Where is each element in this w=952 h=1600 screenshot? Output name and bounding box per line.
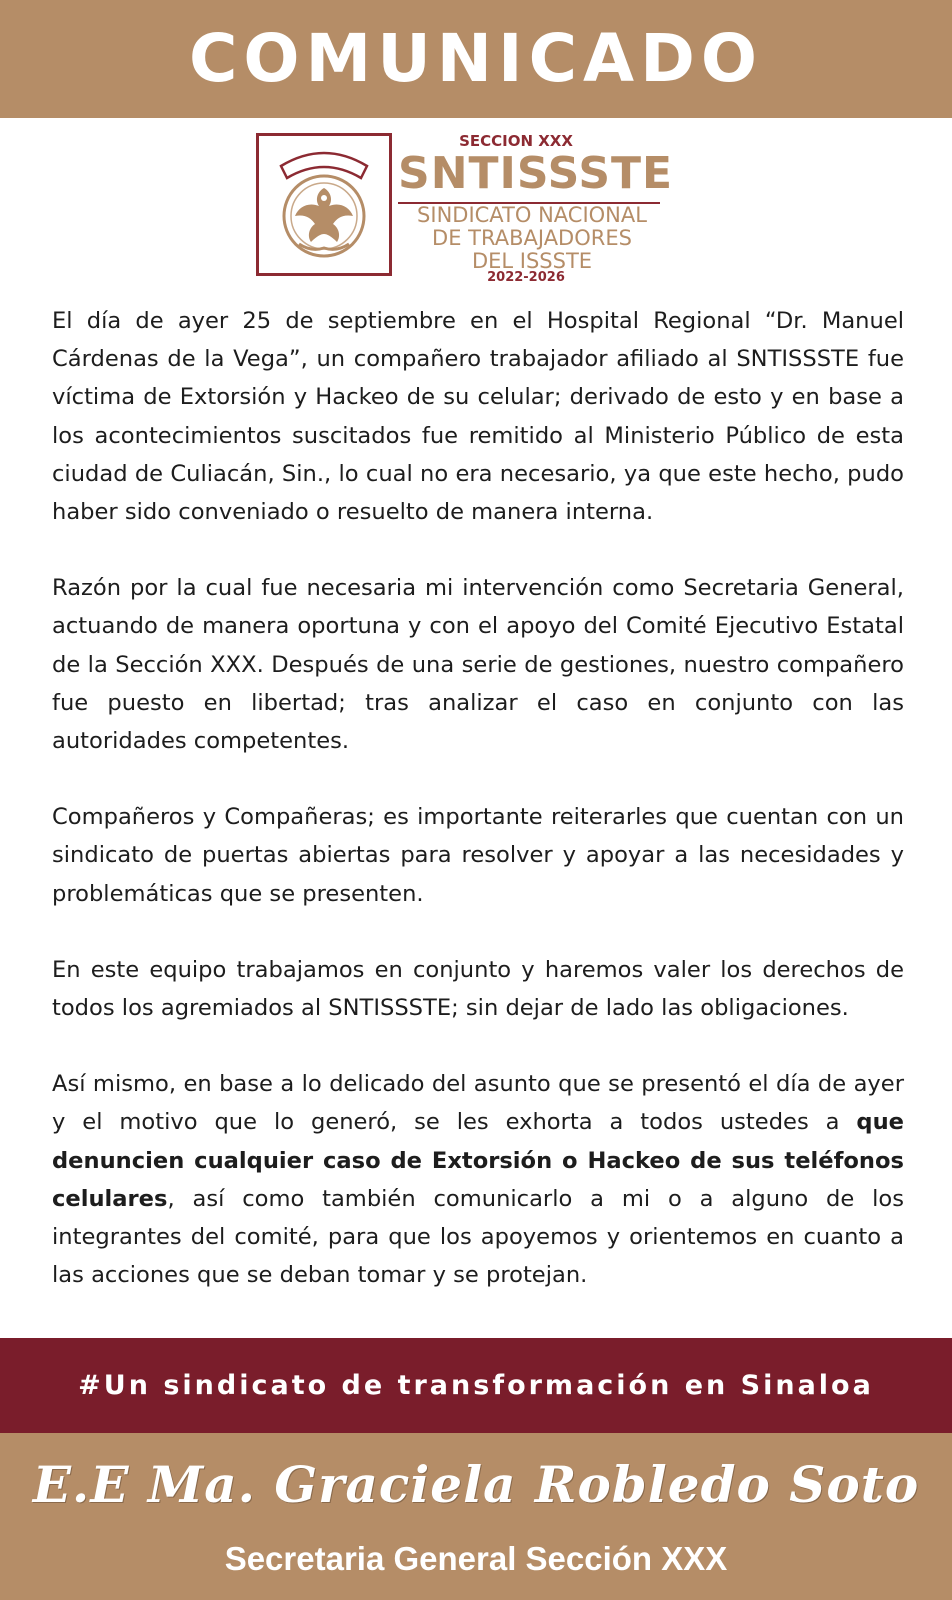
paragraph-text: , así como también comunicarlo a mi o a alguno de los integrantes del comité, para que los apoyemos y orientemos en cuanto a las acciones que se deban tomar y se protejan. <box>52 1185 904 1289</box>
page-title: COMUNICADO <box>188 20 763 97</box>
logo-years: 2022-2026 <box>487 270 565 285</box>
union-emblem <box>256 133 392 276</box>
paragraph-text: Así mismo, en base a lo delicado del asunto que se presentó el día de ayer y el motivo que lo generó, se les exhorta a todos ustedes a <box>52 1071 904 1136</box>
logo-fullname-line: DE TRABAJADORES <box>432 226 632 250</box>
logo-fullname-line: DEL ISSSTE <box>471 249 593 273</box>
hashtag-banner <box>0 1338 952 1433</box>
union-logo <box>256 131 676 291</box>
paragraph: Compañeros y Compañeras; es importante reiterarles que cuentan con un sindicato de puertas abiertas para resolver y apoyar a las necesidades y problemáticas que se presenten. <box>52 804 904 907</box>
paragraph-emphasis: que denuncien cualquier caso de Extorsión o Hackeo de sus teléfonos celulares <box>52 1109 904 1212</box>
logo-acronym: SNTISSSTE <box>398 148 674 199</box>
signature: E.E Ma. Graciela Robledo Soto <box>32 1455 920 1514</box>
header-banner <box>0 0 952 118</box>
paragraph <box>52 1065 904 1294</box>
logo-section: SECCION XXX <box>459 132 573 150</box>
signer-title: Secretaria General Sección XXX <box>224 1540 728 1577</box>
signature-footer <box>0 1433 952 1600</box>
paragraph: El día de ayer 25 de septiembre en el Hospital Regional “Dr. Manuel Cárdenas de la Vega”, un compañero trabajador afiliado al SNTISSSTE fue víctima de Extorsión y Hackeo de su celular; derivado de esto y en base a los acontecimientos suscitados fue remitido al Ministerio Público de esta ciudad de Culiacán, Sin., lo cual no era necesario, ya que este hecho, pudo haber sido conveniado o resuelto de manera interna. <box>52 308 904 526</box>
eagle-seal-icon <box>259 136 389 273</box>
hashtag-text: #Un sindicato de transformación en Sinaloa <box>78 1370 874 1401</box>
paragraph: En este equipo trabajamos en conjunto y haremos valer los derechos de todos los agremiados al SNTISSSTE; sin dejar de lado las obligaciones. <box>52 956 904 1022</box>
logo-fullname-line: SINDICATO NACIONAL <box>417 203 647 227</box>
logo-fullname <box>392 204 672 273</box>
statement-body <box>52 302 904 1332</box>
paragraph: Razón por la cual fue necesaria mi intervención como Secretaria General, actuando de manera oportuna y con el apoyo del Comité Ejecutivo Estatal de la Sección XXX. Después de una serie de gestiones, nuestro compañero fue puesto en libertad; tras analizar el caso en conjunto con las autoridades competentes. <box>52 575 904 755</box>
